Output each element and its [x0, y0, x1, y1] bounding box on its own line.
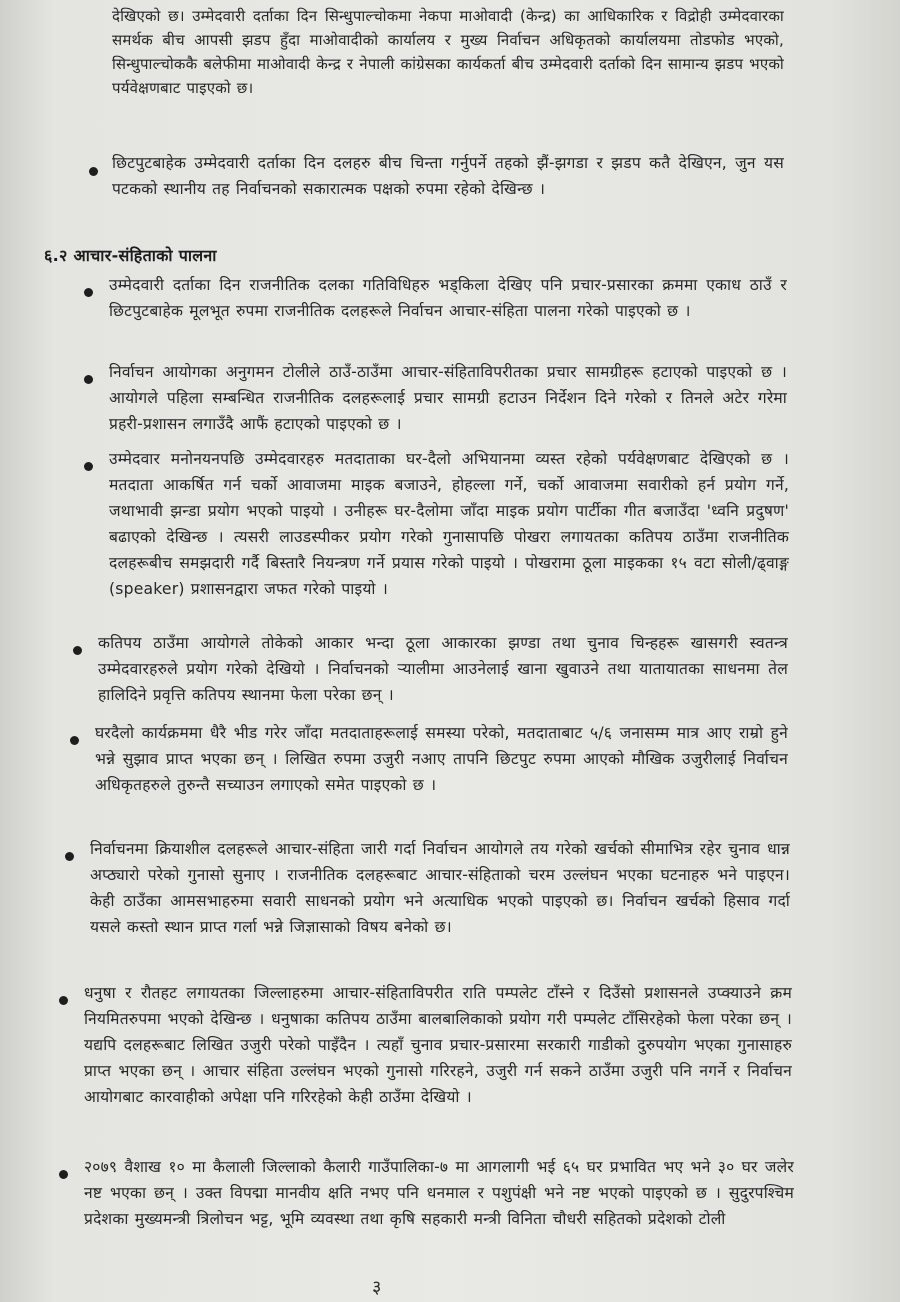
bullet-icon: [59, 1170, 68, 1179]
list-item: २०७९ वैशाख १० मा कैलाली जिल्लाको कैलारी गाउँपालिका-७ मा आगलागी भई ६५ घर प्रभावित भए भने ३० घर जलेर नष्ट भएका छन् । उक्त विपद्मा मानवीय क्षति नभए पनि धनमाल र पशुपंक्षी भने नष्ट भएको पाइएको छ । सुदुरपश्चिम प्रदेशका मुख्यमन्त्री त्रिलोचन भट्ट, भूमि व्यवस्था तथा कृषि सहकारी मन्त्री विनिता चौधरी सहितको प्रदेशको टोली: [84, 1158, 794, 1228]
bullet-icon: [59, 996, 68, 1005]
bullet-icon: [73, 646, 82, 655]
bullet-icon: [65, 852, 74, 861]
section-heading: ६.२ आचार-संहिताको पालना: [44, 246, 217, 265]
list-item: उम्मेदवारी दर्ताका दिन राजनीतिक दलका गतिविधिहरु भड्किला देखिए पनि प्रचार-प्रसारका क्रममा एकाध ठाउँ र छिटपुटबाहेक मूलभूत रुपमा राजनीतिक दलहरूले निर्वाचन आचार-संहिता पालना गरेको पाइएको छ ।: [109, 276, 787, 320]
bullet-icon: [84, 462, 93, 471]
bullet-icon: [70, 736, 79, 745]
list-item: उम्मेदवार मनोनयनपछि उम्मेदवारहरु मतदाताका घर-दैलो अभियानमा व्यस्त रहेको पर्यवेक्षणबाट देखिएको छ । मतदाता आकर्षित गर्न चर्को आवाजमा माइक बजाउने, होहल्ला गर्ने, चर्को आवाजमा सवारीको हर्न प्रयोग गर्ने, जथाभावी झन्डा प्रयोग भएको पाइयो । उनीहरू घर-दैलोमा जाँदा माइक प्रयोग पार्टीका गीत बजाउँदा 'ध्वनि प्रदुषण' बढाएको देखिन्छ । त्यसरी लाउडस्पीकर प्रयोग गरेको गुनासापछि पोखरा लगायतका कतिपय ठाउँमा राजनीतिक दलहरूबीच समझदारी गर्दै बिस्तारै नियन्त्रण गर्ने प्रयास गरेको पाइयो । पोखरामा ठूला माइकका १५ वटा सोली/ढ्वाङ्ग (speaker) प्रशासनद्वारा जफत गरेको पाइयो ।: [109, 450, 789, 598]
bullet-icon: [84, 375, 93, 384]
list-item: छिटपुटबाहेक उम्मेदवारी दर्ताका दिन दलहरु बीच चिन्ता गर्नुपर्ने तहको झैं-झगडा र झडप कतै देखिएन, जुन यस पटकको स्थानीय तह निर्वाचनको सकारात्मक पक्षको रुपमा रहेको देखिन्छ ।: [112, 154, 784, 198]
page-number: ३: [372, 1277, 382, 1298]
list-item: निर्वाचन आयोगका अनुगमन टोलीले ठाउँ-ठाउँमा आचार-संहिताविपरीतका प्रचार सामग्रीहरू हटाएको पाइएको छ । आयोगले पहिला सम्बन्धित राजनीतिक दलहरूलाई प्रचार सामग्री हटाउन निर्देशन दिने गरेको र तिनले अटेर गरेमा प्रहरी-प्रशासन लगाउँदै आफैं हटाएको पाइएको छ ।: [109, 363, 787, 433]
list-item: कतिपय ठाउँमा आयोगले तोकेको आकार भन्दा ठूला आकारका झण्डा तथा चुनाव चिन्हहरू खासगरी स्वतन्त्र उम्मेदवारहरुले प्रयोग गरेको देखियो । निर्वाचनको ऱ्यालीमा आउनेलाई खाना खुवाउने तथा यातायातका साधनमा तेल हालिदिने प्रवृत्ति कतिपय स्थानमा फेला परेका छन् ।: [98, 634, 788, 704]
bullet-icon: [84, 288, 93, 297]
list-item: धनुषा र रौतहट लगायतका जिल्लाहरुमा आचार-संहिताविपरीत राति पम्पलेट टाँस्ने र दिउँसो प्रशासनले उप्क्याउने क्रम नियमितरुपमा भएको देखिन्छ । धनुषाका कतिपय ठाउँमा बालबालिकाको प्रयोग गरी पम्पलेट टाँसिरहेको फेला परेका छन् । यद्यपि दलहरूबाट लिखित उजुरी परेको पाइँदैन । त्यहाँ चुनाव प्रचार-प्रसारमा सरकारी गाडीको दुरुपयोग भएका गुनासाहरु प्राप्त भएका छन् । आचार संहिता उल्लंघन भएको गुनासो गरिरहने, उजुरी गर्न सकने ठाउँमा उजुरी पनि नगर्ने र निर्वाचन आयोगबाट कारवाहीको अपेक्षा पनि गरिरहेको केही ठाउँमा देखियो ।: [84, 984, 792, 1106]
list-item: निर्वाचनमा क्रियाशील दलहरूले आचार-संहिता जारी गर्दा निर्वाचन आयोगले तय गरेको खर्चको सीमाभित्र रहेर चुनाव धान्न अप्ठ्यारो परेको गुनासो सुनाए । राजनीतिक दलहरूबाट आचार-संहिताको चरम उल्लंघन भएका घटनाहरु भने पाइएन। केही ठाउँका आमसभाहरुमा सवारी साधनको प्रयोग भने अत्याधिक भएको पाइएको छ। निर्वाचन खर्चको हिसाव गर्दा यसले कस्तो स्थान प्राप्त गर्ला भन्ने जिज्ञासाको विषय बनेको छ।: [90, 840, 790, 936]
list-item: घरदैलो कार्यक्रममा धैरै भीड गरेर जाँदा मतदाताहरूलाई समस्या परेको, मतदाताबाट ५/६ जनासम्म मात्र आए राम्रो हुने भन्ने सुझाव प्राप्त भएका छन् । लिखित रुपमा उजुरी नआए तापनि छिटपुट रुपमा आएको मौखिक उजुरीलाई निर्वाचन अधिकृतहरुले तुरुन्तै सच्याउन लगाएको समेत पाइएको छ ।: [95, 724, 788, 794]
bullet-icon: [89, 167, 98, 176]
continued-paragraph: देखिएको छ। उम्मेदवारी दर्ताका दिन सिन्धुपाल्चोकमा नेकपा माओवादी (केन्द्र) का आधिकारिक र विद्रोही उम्मेदवारका समर्थक बीच आपसी झडप हुँदा माओवादीको कार्यालय र मुख्य निर्वाचन अधिकृतको कार्यालयमा तोडफोड भएको, सिन्धुपाल्चोककै बलेफीमा माओवादी केन्द्र र नेपाली कांग्रेसका कार्यकर्ता बीच उम्मेदवारी दर्ताको दिन सामान्य झडप भएको पर्यवेक्षणबाट पाइएको छ।: [112, 7, 784, 97]
